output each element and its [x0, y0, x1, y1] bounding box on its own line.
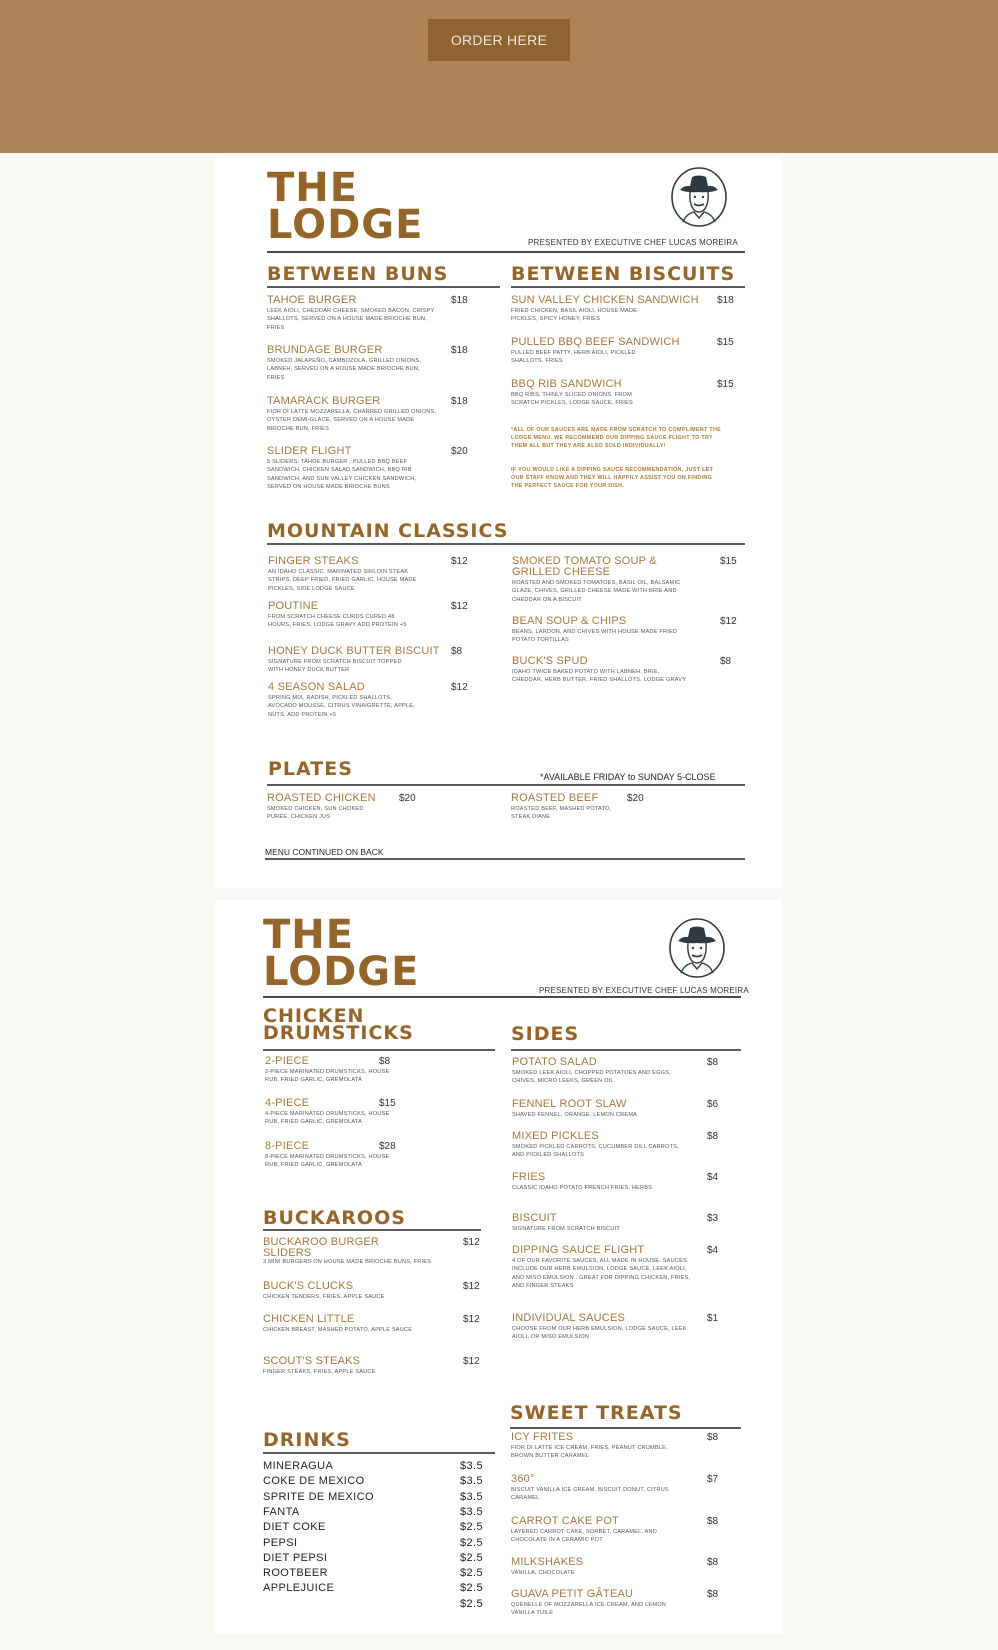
menu-page-front: [215, 157, 782, 888]
drink-name: DIET COKE: [263, 1521, 326, 1534]
menu-item-name: BUCKAROO BURGER SLIDERS: [263, 1236, 380, 1259]
drink-price: $2.5: [460, 1582, 484, 1595]
menu-item-description: FIOR DI LATTE MOZZARELLA, CHARRED GRILLED ONIONS, OYSTER DEMI-GLACE, SERVED ON A HOUSE MADE BRIOCHE BUN, FRIES: [267, 409, 437, 432]
sauce-note: *ALL OF OUR SAUCES ARE MADE FROM SCRATCH TO COMPLIMENT THE LODGE MENU. WE RECOMMEND OUR DIPPING SAUCE FLIGHT TO TRY THEM ALL BUT THEY ARE ALSO SOLD INDIVIDUALLY!: [511, 427, 722, 449]
section-title-sweet-treats: SWEET TREATS: [510, 1402, 683, 1424]
drink-name: FANTA: [263, 1505, 300, 1518]
menu-item-name: SUN VALLEY CHICKEN SANDWICH: [511, 294, 699, 306]
chef-credit: PRESENTED BY EXECUTIVE CHEF LUCAS MOREIRA: [539, 986, 749, 995]
drink-name: ROOTBEER: [263, 1567, 328, 1580]
chef-credit: PRESENTED BY EXECUTIVE CHEF LUCAS MOREIRA: [528, 238, 738, 247]
menu-item-price: $8: [707, 1516, 719, 1527]
section-divider: [267, 543, 745, 545]
menu-item-description: FRIED CHICKEN, BASIL AIOLI, HOUSE MADE PICKLES, SPICY HONEY, FRIES: [511, 308, 638, 323]
menu-item-name: ROASTED CHICKEN: [267, 792, 376, 804]
menu-item-price: $18: [451, 295, 468, 306]
drink-price: $3.5: [460, 1475, 484, 1488]
menu-item-name: TAHOE BURGER: [267, 294, 357, 306]
menu-item-name: MILKSHAKES: [511, 1556, 584, 1568]
drink-name: DIET PEPSI: [263, 1551, 328, 1564]
menu-item-price: $8: [451, 646, 463, 657]
menu-item-name: 4 SEASON SALAD: [268, 681, 365, 693]
drink-price: $2.5: [460, 1551, 484, 1564]
menu-item-name: 360°: [511, 1473, 535, 1485]
menu-item-description: QUENELLE OF MOZZARELLA ICE CREAM, AND LEMON VANILLA TUILE: [511, 1602, 667, 1617]
menu-item-name: ROASTED BEEF: [511, 792, 599, 804]
menu-item-name: POUTINE: [268, 600, 319, 612]
menu-item-description: SIGNATURE FROM SCRATCH BISCUIT TOPPED WITH HONEY DUCK BUTTER: [268, 659, 402, 674]
menu-item-name: FINGER STEAKS: [268, 555, 359, 567]
order-here-button[interactable]: ORDER HERE: [428, 19, 570, 61]
menu-page-back: [215, 900, 782, 1634]
menu-item-price: $12: [463, 1237, 480, 1248]
menu-item-price: $3: [707, 1213, 719, 1224]
menu-item-description: SIGNATURE FROM SCRATCH BISCUIT: [512, 1226, 621, 1232]
menu-item-name: SCOUT'S STEAKS: [263, 1355, 361, 1367]
menu-item-name: HONEY DUCK BUTTER BISCUIT: [268, 645, 440, 657]
menu-item-price: $8: [707, 1557, 719, 1568]
menu-item-price: $6: [707, 1099, 719, 1110]
title-line-1: THE: [263, 912, 355, 958]
menu-item-description: CHICKEN TENDERS, FRIES, APPLE SAUCE: [263, 1294, 385, 1300]
header-banner: [0, 0, 998, 153]
menu-item-price: $8: [379, 1056, 391, 1067]
menu-item-price: $18: [717, 295, 734, 306]
menu-item-name: BISCUIT: [512, 1212, 557, 1224]
footer-divider: [265, 858, 745, 860]
menu-item-price: $1: [707, 1313, 719, 1324]
menu-item-description: FROM SCRATCH CHEESE CURDS CURED 48 HOURS, FRIES, LODGE GRAVY ADD PROTEIN +5: [268, 614, 407, 629]
cowboy-logo-icon: [668, 917, 726, 979]
menu-item-price: $12: [451, 556, 468, 567]
menu-item-name: FRIES: [512, 1171, 546, 1183]
menu-item-description: 8-PIECE MARINATED DRUMSTICKS, HOUSE RUB, FRIED GARLIC, GREMOLATA: [265, 1154, 390, 1169]
menu-item-name: ICY FRITES: [511, 1431, 574, 1443]
menu-item-name: CARROT CAKE POT: [511, 1515, 619, 1527]
drumsticks-title-line-1: CHICKEN: [263, 1005, 365, 1027]
menu-item-name: BEAN SOUP & CHIPS: [512, 615, 627, 627]
menu-item-description: SPRING MIX, RADISH, PICKLED SHALLOTS, AVOCADO MOUSSE, CITRUS VINAIGRETTE, APPLE, NUTS. ADD PROTEIN +5: [268, 695, 415, 718]
menu-item-description: SHAVED FENNEL, ORANGE, LEMON CREMA: [512, 1112, 638, 1118]
section-divider: [267, 286, 500, 288]
menu-item-name: INDIVIDUAL SAUCES: [512, 1312, 626, 1324]
menu-item-description: LAYERED CARROT CAKE, SORBET, CARAMEL, AND CHOCOLATE IN A CERAMIC POT: [511, 1529, 658, 1544]
menu-item-price: $8: [707, 1131, 719, 1142]
menu-item-price: $20: [627, 793, 644, 804]
menu-item-price: $12: [463, 1356, 480, 1367]
menu-item-name: 4-PIECE: [265, 1097, 310, 1109]
section-title-mountain-classics: MOUNTAIN CLASSICS: [267, 520, 509, 542]
menu-item-name: TAMARACK BURGER: [267, 395, 381, 407]
menu-item-name: SLIDER FLIGHT: [267, 445, 352, 457]
menu-item-price: $20: [399, 793, 416, 804]
menu-item-price: $20: [451, 446, 468, 457]
menu-item-price: $12: [463, 1281, 480, 1292]
menu-item-description: CHOOSE FROM OUR HERB EMULSION, LODGE SAUCE, LEEK AIOLI, OR MISO EMULSION: [512, 1326, 687, 1341]
menu-item-description: AN IDAHO CLASSIC. MARINATED SIRLOIN STEAK STRIPS, DEEP FRIED, FRIED GARLIC, HOUSE MADE PICKLES, SIDE LODGE SAUCE: [268, 569, 417, 592]
drink-name: COKE DE MEXICO: [263, 1475, 365, 1488]
header-divider: [267, 251, 745, 253]
menu-item-description: BISCUIT VANILLA ICE CREAM, BISCUIT DONUT, CITRUS CARAMEL: [511, 1487, 669, 1502]
menu-item-description: PULLED BEEF PATTY, HERB AIOLI, PICKLED SHALLOTS, FRIES: [511, 350, 636, 365]
section-title-plates: PLATES: [268, 758, 353, 780]
menu-item-description: FIOR DI LATTE ICE CREAM, FRIES, PEANUT CRUMBLE, BROWN BUTTER CARAMEL: [511, 1445, 668, 1460]
drink-price: $2.5: [460, 1567, 484, 1580]
title-line-1: THE: [267, 165, 359, 211]
menu-item-price: $8: [707, 1589, 719, 1600]
menu-item-price: $12: [451, 601, 468, 612]
drink-price: $2.5: [460, 1597, 484, 1610]
menu-item-price: $4: [707, 1245, 719, 1256]
menu-continued-note: MENU CONTINUED ON BACK: [265, 847, 384, 857]
menu-item-description: 2-PIECE MARINATED DRUMSTICKS, HOUSE RUB, FRIED GARLIC, GREMOLATA: [265, 1069, 390, 1084]
menu-item-price: $28: [379, 1141, 396, 1152]
menu-item-description: 3 MINI BURGERS ON HOUSE MADE BRIOCHE BUNS, FRIES: [263, 1259, 432, 1265]
restaurant-title: [267, 165, 424, 248]
menu-item-description: 5 SLIDERS: TAHOE BURGER , PULLED BBQ BEEF SANDWICH, CHICKEN SALAD SANDWICH, BBQ RIB SANDWICH, AND SUN VALLEY CHICKEN SANDWICH, SERVED ON HOUSE MADE BRIOCHE BUNS: [267, 459, 417, 491]
menu-item-description: ROASTED BEEF, MASHED POTATO, STEAK DIANE: [511, 806, 612, 821]
menu-item-price: $8: [707, 1432, 719, 1443]
menu-item-description: BBQ RIBS, THINLY SLICED ONIONS, FROM SCRATCH PICKLES, LODGE SAUCE, FRIES: [511, 392, 633, 407]
menu-item-name: BBQ RIB SANDWICH: [511, 378, 622, 390]
drink-price: $3.5: [460, 1490, 484, 1503]
header-divider: [263, 996, 741, 998]
menu-item-price: $18: [451, 345, 468, 356]
section-divider: [263, 1229, 481, 1231]
menu-item-name: POTATO SALAD: [512, 1056, 597, 1068]
menu-item-name: BUCK'S CLUCKS: [263, 1280, 354, 1292]
menu-item-description: 4-PIECE MARINATED DRUMSTICKS, HOUSE RUB, FRIED GARLIC, GREMOLATA: [265, 1111, 390, 1126]
menu-item-description: FINGER STEAKS, FRIES, APPLE SAUCE: [263, 1369, 376, 1375]
menu-item-description: BEANS, LARDON, AND CHIVES WITH HOUSE MADE FRIED POTATO TORTILLAS: [512, 629, 678, 644]
section-title-sides: SIDES: [511, 1023, 580, 1045]
drink-name: APPLEJUICE: [263, 1582, 335, 1595]
menu-item-name: DIPPING SAUCE FLIGHT: [512, 1244, 645, 1256]
section-title-between-buns: BETWEEN BUNS: [267, 263, 449, 285]
menu-item-price: $15: [717, 379, 734, 390]
section-divider: [511, 286, 745, 288]
menu-item-name: CHICKEN LITTLE: [263, 1313, 355, 1325]
sauce-recommendation-note: IF YOU WOULD LIKE A DIPPING SAUCE RECOMMENDATION, JUST LET OUR STAFF KNOW AND THEY WILL HAPPILY ASSIST YOU ON FINDING THE PERFECT SAUCE FOR YOUR DISH.: [511, 467, 714, 489]
section-divider: [267, 784, 745, 786]
drink-name: SPRITE DE MEXICO: [263, 1490, 374, 1503]
restaurant-title: [263, 912, 420, 995]
menu-item-description: VANILLA, CHOCOLATE: [511, 1570, 575, 1576]
menu-item-description: SMOKED LEEK AIOLI, CHOPPED POTATOES AND EGGS, CHIVES, MICRO LEEKS, GREEN OIL: [512, 1070, 671, 1085]
drink-name: PEPSI: [263, 1536, 298, 1549]
drink-name: MINERAGUA: [263, 1460, 334, 1472]
menu-item-price: $15: [379, 1098, 396, 1109]
section-title-drinks: DRINKS: [263, 1429, 351, 1451]
menu-item-name: SMOKED TOMATO SOUP & GRILLED CHEESE: [512, 555, 657, 578]
menu-item-name: 2-PIECE: [265, 1055, 310, 1067]
menu-item-price: $15: [720, 556, 737, 567]
title-line-2: LODGE: [267, 202, 424, 248]
menu-item-name: GUAVA PETIT GÂTEAU: [511, 1588, 634, 1600]
menu-item-description: 4 OF OUR FAVORITE SAUCES, ALL MADE IN HOUSE. SAUCES INCLUDE OUR HERB EMULSION, LODGE SAUCE, LEEK AIOLI, AND MISO EMULSION . GREAT FOR DIPPING CHICKEN, FRIES, AND FINGER STEAKS: [512, 1258, 691, 1290]
drink-price: $2.5: [460, 1536, 484, 1549]
plates-availability-note: *AVAILABLE FRIDAY to SUNDAY 5-CLOSE: [540, 772, 716, 782]
menu-item-price: $4: [707, 1172, 719, 1183]
title-line-2: LODGE: [263, 949, 420, 995]
menu-item-name: FENNEL ROOT SLAW: [512, 1098, 627, 1110]
drink-price: $3.5: [460, 1505, 484, 1518]
drink-price: $2.5: [460, 1521, 484, 1534]
section-divider: [510, 1427, 741, 1429]
menu-item-description: SMOKED CHICKEN, SUN CHOKED PURÉE, CHICKEN JUS: [267, 806, 364, 821]
menu-item-price: $12: [463, 1314, 480, 1325]
menu-item-price: $7: [707, 1474, 719, 1485]
menu-item-price: $8: [707, 1057, 719, 1068]
section-divider: [263, 1049, 495, 1051]
menu-item-name: MIXED PICKLES: [512, 1130, 599, 1142]
section-divider: [511, 1049, 741, 1051]
menu-item-price: $12: [720, 616, 737, 627]
menu-item-name: PULLED BBQ BEEF SANDWICH: [511, 336, 680, 348]
drink-price: $3.5: [460, 1460, 484, 1472]
menu-item-description: SMOKED PICKLED CARROTS, CUCUMBER DILL CARROTS, AND PICKLED SHALLOTS: [512, 1144, 679, 1159]
section-title-between-biscuits: BETWEEN BISCUITS: [511, 263, 736, 285]
section-title-buckaroos: BUCKAROOS: [263, 1207, 406, 1229]
menu-item-name: 8-PIECE: [265, 1140, 310, 1152]
cowboy-logo-icon: [670, 166, 728, 228]
menu-item-name: BRUNDAGE BURGER: [267, 344, 383, 356]
menu-item-description: SMOKED JALAPEÑO, CAMBOZOLA, GRILLED ONIONS, LABNEH, SERVED ON A HOUSE MADE BRIOCHE BUN, FRIES: [267, 358, 422, 381]
menu-item-price: $8: [720, 656, 732, 667]
menu-item-description: CLASSIC IDAHO POTATO FRENCH FRIES, HERBS: [512, 1185, 653, 1191]
menu-item-price: $15: [717, 337, 734, 348]
section-title-chicken-drumsticks: [263, 1005, 414, 1044]
menu-item-price: $12: [451, 682, 468, 693]
menu-item-description: IDAHO TWICE BAKED POTATO WITH LABNEH, BRIE, CHEDDAR, HERB BUTTER, FRIED SHALLOTS, LODGE GRAVY: [512, 669, 687, 684]
menu-item-description: ROASTED AND SMOKED TOMATOES, BASIL OIL, BALSAMIC GLAZE, CHIVES, GRILLED CHEESE MADE WITH BRIE AND CHEDDAR ON A BISCUIT: [512, 580, 681, 603]
menu-item-price: $18: [451, 396, 468, 407]
section-divider: [263, 1452, 495, 1454]
menu-item-description: LEEK AIOLI, CHEDDAR CHEESE, SMOKED BACON, CRISPY SHALLOTS, SERVED ON A HOUSE MADE BRIOCHE BUN, FRIES: [267, 308, 435, 331]
drumsticks-title-line-2: DRUMSTICKS: [263, 1022, 414, 1044]
menu-item-name: BUCK'S SPUD: [512, 655, 588, 667]
menu-item-description: CHICKEN BREAST, MASHED POTATO, APPLE SAUCE: [263, 1327, 413, 1333]
